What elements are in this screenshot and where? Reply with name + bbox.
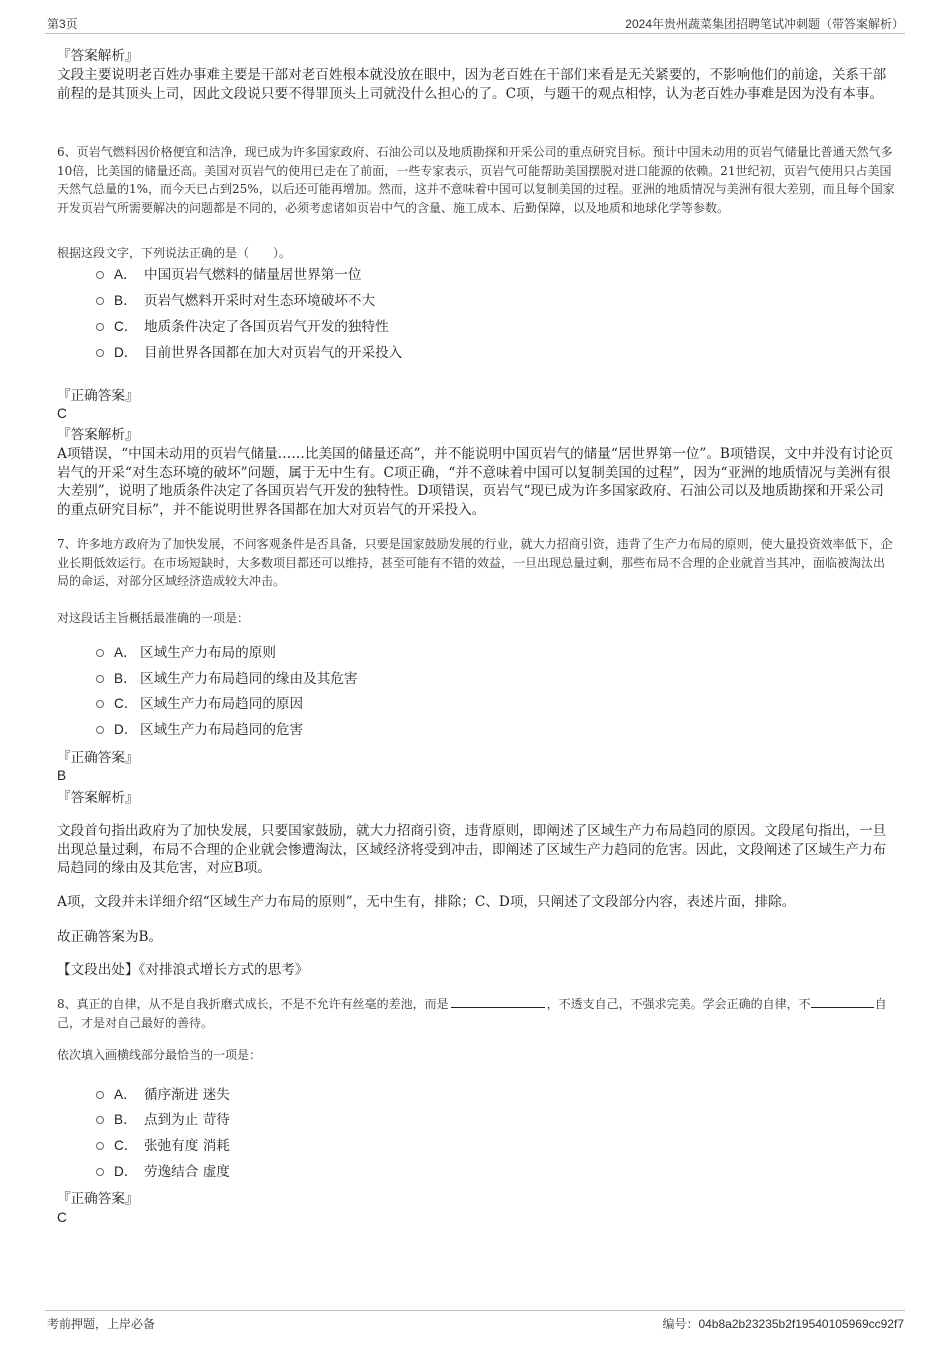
analysis-text: 文段主要说明老百姓办事难主要是干部对老百姓根本就没放在眼中，因为老百姓在干部们来看是无关紧要的，不影响他们的前途，关系干部前程的是其顶头上司，因此文段说只要不得罪顶头上司就没什么担心的了。C项，与题干的观点相悖，认为老百姓办事难是因为没有本事。 — [57, 67, 887, 102]
q7-analysis-p1: 文段首句指出政府为了加快发展，只要国家鼓励，就大力招商引资，违背原则，即阐述了区域生产力布局趋同的原因。文段尾句指出，一旦出现总量过剩，布局不合理的企业就会惨遭淘汰，区域经济将受到冲击，即阐述了区域生产力趋同的危害。因此，文段阐述了区域生产力布局趋同的缘由及其危害，对应B项。 — [57, 823, 887, 876]
q8-stem: 8、真正的自律，从不是自我折磨式成长，不是不允许有丝毫的差池，而是 ，不透支自己，不强求完美。学会正确的自律，不 自己，才是对自己最好的善待。 — [57, 997, 887, 1030]
blank-1 — [451, 995, 545, 1008]
q6-option-c[interactable]: C． 地质条件决定了各国页岩气开发的独特性 — [96, 318, 389, 336]
q6-answer: C — [57, 406, 67, 421]
q6-option-d[interactable]: D． 目前世界各国都在加大对页岩气的开采投入 — [96, 344, 402, 362]
q7-analysis-label: 『答案解析』 — [57, 790, 139, 806]
radio-icon[interactable] — [96, 1168, 104, 1176]
q7-stem: 7、许多地方政府为了加快发展，不问客观条件是否具备，只要是国家鼓励发展的行业，就大力招商引资，违背了生产力布局的原则，使大量投资效率低下，企业长期低效运行。在市场短缺时，大多数项目都还可以维持，甚至可能有不错的效益，一旦出现总量过剩，那些布局不合理的企业就首当其冲，面临被淘汰出局的命运，对部分区域经济造成较大冲击。 — [57, 537, 893, 588]
q6-analysis-label: 『答案解析』 — [57, 427, 139, 443]
q6-answer-label: 『正确答案』 — [57, 388, 139, 404]
q7-option-d[interactable]: D． 区域生产力布局趋同的危害 — [96, 721, 303, 739]
q7-option-c[interactable]: C． 区域生产力布局趋同的原因 — [96, 695, 303, 713]
q8-answer: C — [57, 1210, 67, 1225]
radio-icon[interactable] — [96, 726, 104, 734]
q6-option-a[interactable]: A． 中国页岩气燃料的储量居世界第一位 — [96, 266, 362, 284]
q6-option-b[interactable]: B． 页岩气燃料开采时对生态环境破坏不大 — [96, 292, 375, 310]
q7-answer: B — [57, 768, 67, 783]
q8-question: 依次填入画横线部分最恰当的一项是： — [57, 1048, 262, 1062]
radio-icon[interactable] — [96, 1091, 104, 1099]
radio-icon[interactable] — [96, 349, 104, 357]
radio-icon[interactable] — [96, 675, 104, 683]
page-number: 第3页 — [47, 17, 78, 31]
radio-icon[interactable] — [96, 649, 104, 657]
q8-option-b[interactable]: B． 点到为止 苛待 — [96, 1111, 230, 1129]
q7-analysis-p2: A项，文段并未详细介绍“区域生产力布局的原则”，无中生有，排除；C、D项，只阐述了文段部分内容，表述片面，排除。 — [57, 894, 796, 910]
q7-analysis-p3: 故正确答案为B。 — [57, 929, 163, 945]
footer-divider — [45, 1310, 905, 1311]
radio-icon[interactable] — [96, 700, 104, 708]
radio-icon[interactable] — [96, 323, 104, 331]
radio-icon[interactable] — [96, 1116, 104, 1124]
document-code: 编号：04b8a2b23235b2f19540105969cc92f7 — [662, 1317, 904, 1331]
document-title: 2024年贵州蔬菜集团招聘笔试冲刺题（带答案解析） — [625, 17, 904, 31]
q6-stem: 6、页岩气燃料因价格便宜和洁净，现已成为许多国家政府、石油公司以及地质勘探和开采公司的重点研究目标。预计中国未动用的页岩气储量比普通天然气多10倍，比美国的储量还高。美国对页岩气的使用已走在了前面，一些专家表示，页岩气可能帮助美国摆脱对进口能源的依赖。21世纪初，页岩气使用只占美国天然气总量的1%，而今天已占到25%，以后还可能再增加。然而，这并不意味着中国可以复制美国的过程。亚洲的地质情况与美洲有很大差别，而且每个国家开发页岩气所需要解决的问题都是不同的，必须考虑诸如页岩中气的含量、施工成本、后勤保障，以及地质和地球化学等参数。 — [57, 145, 895, 215]
radio-icon[interactable] — [96, 1142, 104, 1150]
q8-option-a[interactable]: A． 循序渐进 迷失 — [96, 1086, 230, 1104]
q7-answer-label: 『正确答案』 — [57, 750, 139, 766]
q7-source: 【文段出处】《对排浪式增长方式的思考》 — [57, 962, 309, 978]
radio-icon[interactable] — [96, 297, 104, 305]
analysis-label: 『答案解析』 — [57, 48, 139, 64]
blank-2 — [811, 995, 874, 1008]
q7-option-b[interactable]: B． 区域生产力布局趋同的缘由及其危害 — [96, 670, 358, 688]
q6-question: 根据这段文字，下列说法正确的是（ ）。 — [57, 246, 292, 260]
q8-answer-label: 『正确答案』 — [57, 1191, 139, 1207]
q8-option-d[interactable]: D． 劳逸结合 虚度 — [96, 1163, 230, 1181]
radio-icon[interactable] — [96, 271, 104, 279]
q7-question: 对这段话主旨概括最准确的一项是： — [57, 611, 250, 625]
q6-analysis: A项错误，“中国未动用的页岩气储量……比美国的储量还高”，并不能说明中国页岩气的储量“居世界第一位”。B项错误，文中并没有讨论页岩气的开采“对生态环境的破坏”问题，属于无中生有。C项正确，“并不意味着中国可以复制美国的过程”，因为“亚洲的地质情况与美洲有很大差别”，说明了地质条件决定了各国页岩气开发的独特性。D项错误，页岩气“现已成为许多国家政府、石油公司以及地质勘探和开采公司的重点研究目标”，并不能说明世界各国都在加大对页岩气的开采投入。 — [57, 446, 894, 518]
q8-option-c[interactable]: C． 张弛有度 消耗 — [96, 1137, 230, 1155]
header-divider — [45, 33, 905, 34]
q7-option-a[interactable]: A． 区域生产力布局的原则 — [96, 644, 276, 662]
footer-slogan: 考前押题，上岸必备 — [47, 1317, 156, 1331]
